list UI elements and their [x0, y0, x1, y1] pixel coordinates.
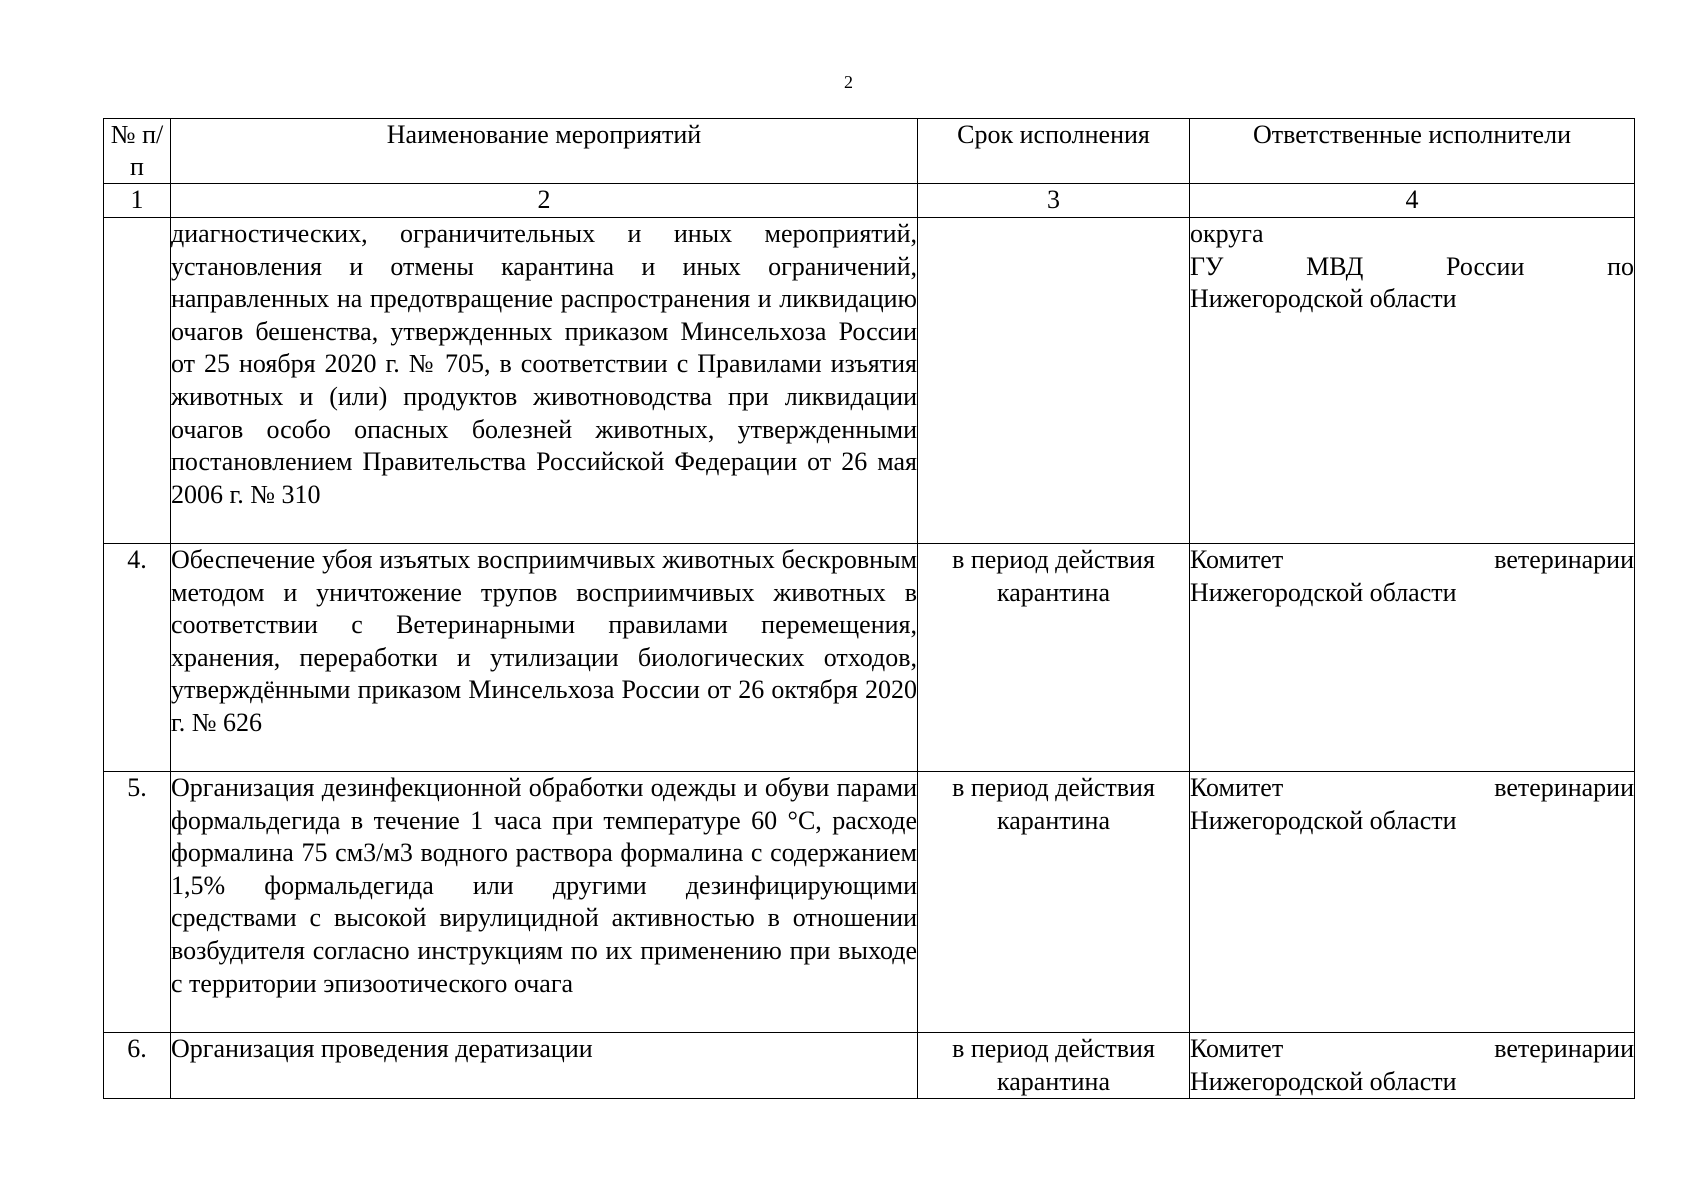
responsible-line: Нижегородской области: [1190, 284, 1457, 314]
table-header-row: [104, 119, 1635, 184]
row-number: 5.: [104, 772, 171, 1033]
table-row: [104, 772, 1635, 1033]
measures-table: [103, 118, 1635, 1099]
measure-name: Организация дезинфекционной обработки одежды и обуви парами формальдегида в течение 1 часа при температуре 60 °С, расходе формалина 75 см3/м3 водного раствора формалина с содержанием 1,5% формальдегида или другими дезинфицирующими средствами с высокой вирулицидной активностью в отношении возбудителя согласно инструкциям по их применению при выходе с территории эпизоотического очага: [171, 772, 918, 1033]
measure-name: Обеспечение убоя изъятых восприимчивых животных бескровным методом и уничтожение трупов восприимчивых животных в соответствии с Ветеринарными правилами перемещения, хранения, переработки и утилизации биологических отходов, утверждёнными приказом Минсельхоза России от 26 октября 2020 г. № 626: [171, 544, 918, 772]
responsible-line: Нижегородской области: [1190, 577, 1457, 607]
responsible-line: Нижегородской области: [1190, 805, 1457, 835]
responsible-line: округа: [1190, 219, 1264, 248]
measure-term: в период действия карантина: [918, 544, 1190, 772]
column-number: 4: [1190, 184, 1635, 218]
measure-responsible: [1190, 544, 1635, 772]
responsible-line: ГУ МВД России по: [1190, 251, 1634, 281]
responsible-line: Комитет ветеринарии: [1190, 545, 1634, 574]
row-number: 4.: [104, 544, 171, 772]
column-number: 3: [918, 184, 1190, 218]
measure-responsible: [1190, 1033, 1635, 1099]
header-term: Срок исполнения: [918, 119, 1190, 184]
column-number: 2: [171, 184, 918, 218]
row-number: [104, 218, 171, 544]
responsible-line: Нижегородской области: [1190, 1066, 1457, 1096]
row-number: 6.: [104, 1033, 171, 1099]
column-number-row: [104, 184, 1635, 218]
header-name: Наименование мероприятий: [171, 119, 918, 184]
page-number: 2: [844, 72, 853, 92]
measure-term: [918, 218, 1190, 544]
header-responsible: Ответственные исполнители: [1190, 119, 1635, 184]
header-num: № п/п: [104, 119, 171, 184]
measure-term: в период действия карантина: [918, 772, 1190, 1033]
measure-name: диагностических, ограничительных и иных мероприятий, установления и отмены карантина и иных ограничений, направленных на предотвращение распространения и ликвидацию очагов бешенства, утвержденных приказом Минсельхоза России от 25 ноября 2020 г. № 705, в соответствии с Правилами изъятия животных и (или) продуктов животноводства при ликвидации очагов особо опасных болезней животных, утвержденными постановлением Правительства Российской Федерации от 26 мая 2006 г. № 310: [171, 218, 918, 544]
measure-term: в период действия карантина: [918, 1033, 1190, 1099]
column-number: 1: [104, 184, 171, 218]
table-row: [104, 544, 1635, 772]
responsible-line: Комитет ветеринарии: [1190, 773, 1634, 802]
table-row: [104, 218, 1635, 544]
responsible-line: Комитет ветеринарии: [1190, 1034, 1634, 1063]
measure-name: Организация проведения дератизации: [171, 1033, 918, 1099]
measure-responsible: [1190, 218, 1635, 544]
table-row: [104, 1033, 1635, 1099]
measure-responsible: [1190, 772, 1635, 1033]
